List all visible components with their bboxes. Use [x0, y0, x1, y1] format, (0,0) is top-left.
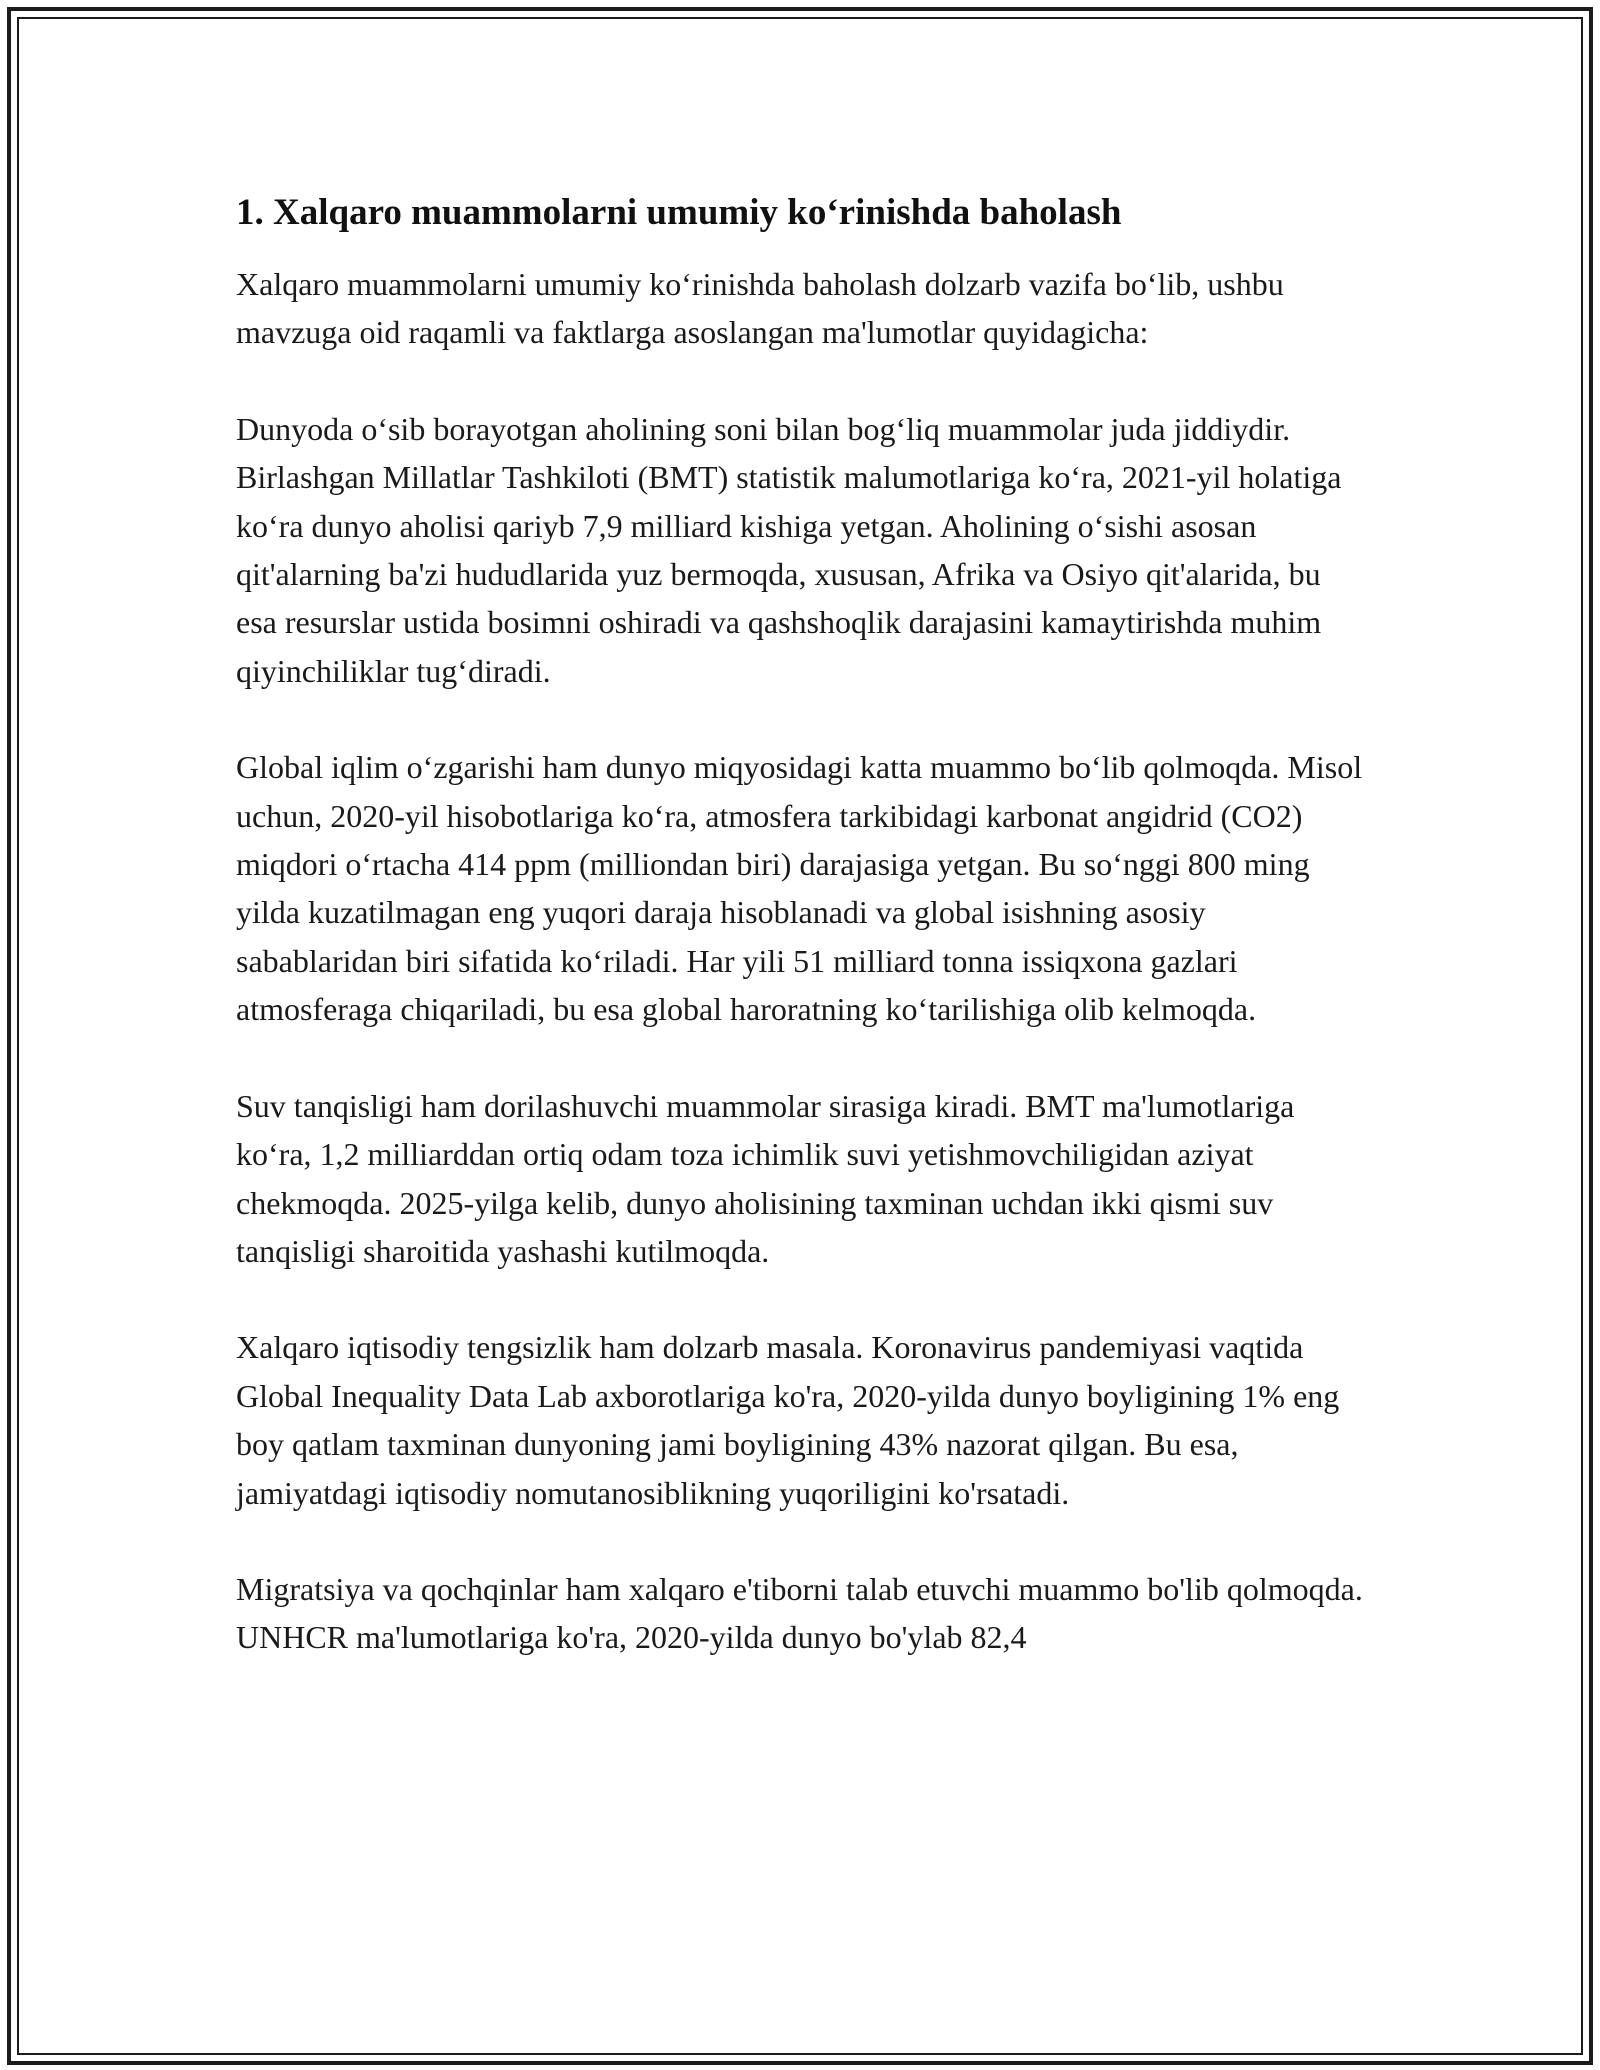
paragraph-water: Suv tanqisligi ham dorilashuvchi muammolar sirasiga kiradi. BMT ma'lumotlariga ko‘ra, 1,2 milliarddan ortiq odam toza ichimlik suvi yetishmovchiligidan aziyat chekmoqda. 2025-yilga kelib, dunyo aholisining taxminan uchdan ikki qismi suv tanqisligi sharoitida yashashi kutilmoqda.: [236, 1087, 1295, 1269]
paragraph-inequality: Xalqaro iqtisodiy tengsizlik ham dolzarb masala. Koronavirus pandemiyasi vaqtida Global Inequality Data Lab axborotlariga ko'ra, 2020-yilda dunyo boyligining 1% eng boy qatlam taxminan dunyoning jami boyligining 43% nazorat qilgan. Bu esa, jamiyatdagi iqtisodiy nomutanosiblikning yuqoriligini ko'rsatadi.: [236, 1329, 1340, 1511]
section-heading: 1. Xalqaro muammolarni umumiy ko‘rinishda baholash: [236, 192, 1122, 233]
paragraph-migration: Migratsiya va qochqinlar ham xalqaro e'tiborni talab etuvchi muammo bo'lib qolmoqda. UNHCR ma'lumotlariga ko'ra, 2020-yilda dunyo bo'ylab 82,4: [236, 1570, 1363, 1656]
paragraph-population: Dunyoda o‘sib borayotgan aholining soni bilan bog‘liq muammolar juda jiddiydir. Birlashgan Millatlar Tashkiloti (BMT) statistik malumotlariga ko‘ra, 2021-yil holatiga ko‘ra dunyo aholisi qariyb 7,9 milliard kishiga yetgan. Aholining o‘sishi asosan qit'alarning ba'zi hududlarida yuz bermoqda, xususan, Afrika va Osiyo qit'alarida, bu esa resurslar ustida bosimni oshiradi va qashshoqlik darajasini kamaytirishda muhim qiyinchiliklar tug‘diradi.: [236, 410, 1342, 689]
paragraph-climate: Global iqlim o‘zgarishi ham dunyo miqyosidagi katta muammo bo‘lib qolmoqda. Misol uchun, 2020-yil hisobotlariga ko‘ra, atmosfera tarkibidagi karbonat angidrid (CO2) miqdori o‘rtacha 414 ppm (milliondan biri) darajasiga yetgan. Bu so‘nggi 800 ming yilda kuzatilmagan eng yuqori daraja hisoblanadi va global isishning asosiy sabablaridan biri sifatida ko‘riladi. Har yili 51 milliard tonna issiqxona gazlari atmosferaga chiqariladi, bu esa global haroratning ko‘tarilishiga olib kelmoqda.: [236, 749, 1363, 1028]
document-body: [236, 188, 1366, 1710]
paragraph-intro: Xalqaro muammolarni umumiy ko‘rinishda baholash dolzarb vazifa bo‘lib, ushbu mavzuga oid raqamli va faktlarga asoslangan ma'lumotlar quyidagicha:: [236, 266, 1284, 351]
